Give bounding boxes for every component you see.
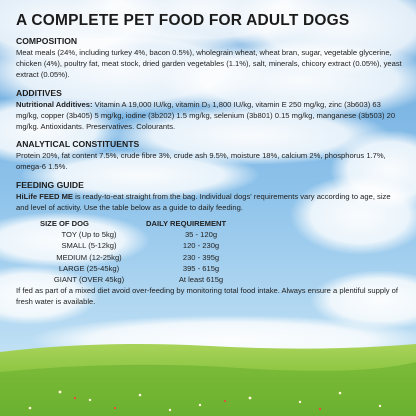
analytical-heading: ANALYTICAL CONSTITUENTS xyxy=(16,139,140,150)
nutritional-additives-label: Nutritional Additives: xyxy=(16,99,93,109)
feeding-table xyxy=(32,218,256,285)
composition-heading: COMPOSITION xyxy=(16,36,78,46)
daily-requirement: At least 615g xyxy=(178,275,224,285)
additives-section xyxy=(16,88,402,133)
table-row xyxy=(32,252,256,263)
dog-size: MEDIUM (12-25kg) xyxy=(56,252,122,262)
brand-name: HiLife FEED ME xyxy=(16,191,73,201)
additives-heading: ADDITIVES xyxy=(16,87,62,98)
table-row xyxy=(32,229,256,240)
dog-size: TOY (Up to 5kg) xyxy=(61,230,117,240)
nutritional-additives-list: Vitamin A 19,000 IU/kg, vitamin D₃ 1,800 IU/kg, vitamin E 250 mg/kg, zinc (3b603) 63 mg/kg, copper (3b405) 5 mg/kg, iodine (3b202) 1.5 mg/kg, selenium (3b801) 0.15 mg/kg, manganese (3b503) 20 mg/kg. Antioxidants. Preservatives. Colourants. xyxy=(16,99,396,132)
dog-size: SMALL (5-12kg) xyxy=(61,241,117,251)
feeding-footer: If fed as part of a mixed diet avoid over-feeding by monitoring total food intake. Always ensure a plentiful supply of fresh water is available. xyxy=(16,286,399,307)
feeding-section xyxy=(16,180,402,308)
feeding-heading: FEEDING GUIDE xyxy=(16,179,84,190)
feeding-intro-text: is ready-to-eat straight from the bag. Individual dogs' requirements vary according to age, size and level of activity. Use the table below as a guide to daily feeding. xyxy=(16,191,391,212)
page-title: A COMPLETE PET FOOD FOR ADULT DOGS xyxy=(16,12,350,29)
dog-size: LARGE (25-45kg) xyxy=(58,263,120,273)
table-row xyxy=(32,263,256,274)
feeding-intro xyxy=(16,191,402,213)
column-header-size: SIZE OF DOG xyxy=(40,219,89,229)
analytical-text: Protein 20%, fat content 7.5%, crude fibre 3%, crude ash 9.5%, moisture 18%, calcium 2%, phosphorus 1.7%, omega-6 1.5%. xyxy=(16,151,386,172)
table-row xyxy=(32,274,256,285)
analytical-section xyxy=(16,139,402,172)
column-header-requirement: DAILY REQUIREMENT xyxy=(146,219,227,229)
composition-section xyxy=(16,36,402,81)
table-row xyxy=(32,240,256,251)
daily-requirement: 230 - 395g xyxy=(182,252,220,262)
daily-requirement: 120 - 230g xyxy=(182,241,220,251)
daily-requirement: 395 - 615g xyxy=(182,263,220,273)
daily-requirement: 35 - 120g xyxy=(184,230,218,240)
feeding-table-header xyxy=(32,218,256,229)
dog-size: GIANT (OVER 45kg) xyxy=(53,275,125,285)
composition-text: Meat meals (24%, including turkey 4%, bacon 0.5%), wholegrain wheat, wheat bran, sugar, vegetable glycerine, chicken (4%), poultry fat, meat stock, dried garden vegetables (1.1%), salt, minerals, chicory extract (0.05%), yeast extract (0.05%). xyxy=(16,48,402,80)
additives-text xyxy=(16,99,402,133)
